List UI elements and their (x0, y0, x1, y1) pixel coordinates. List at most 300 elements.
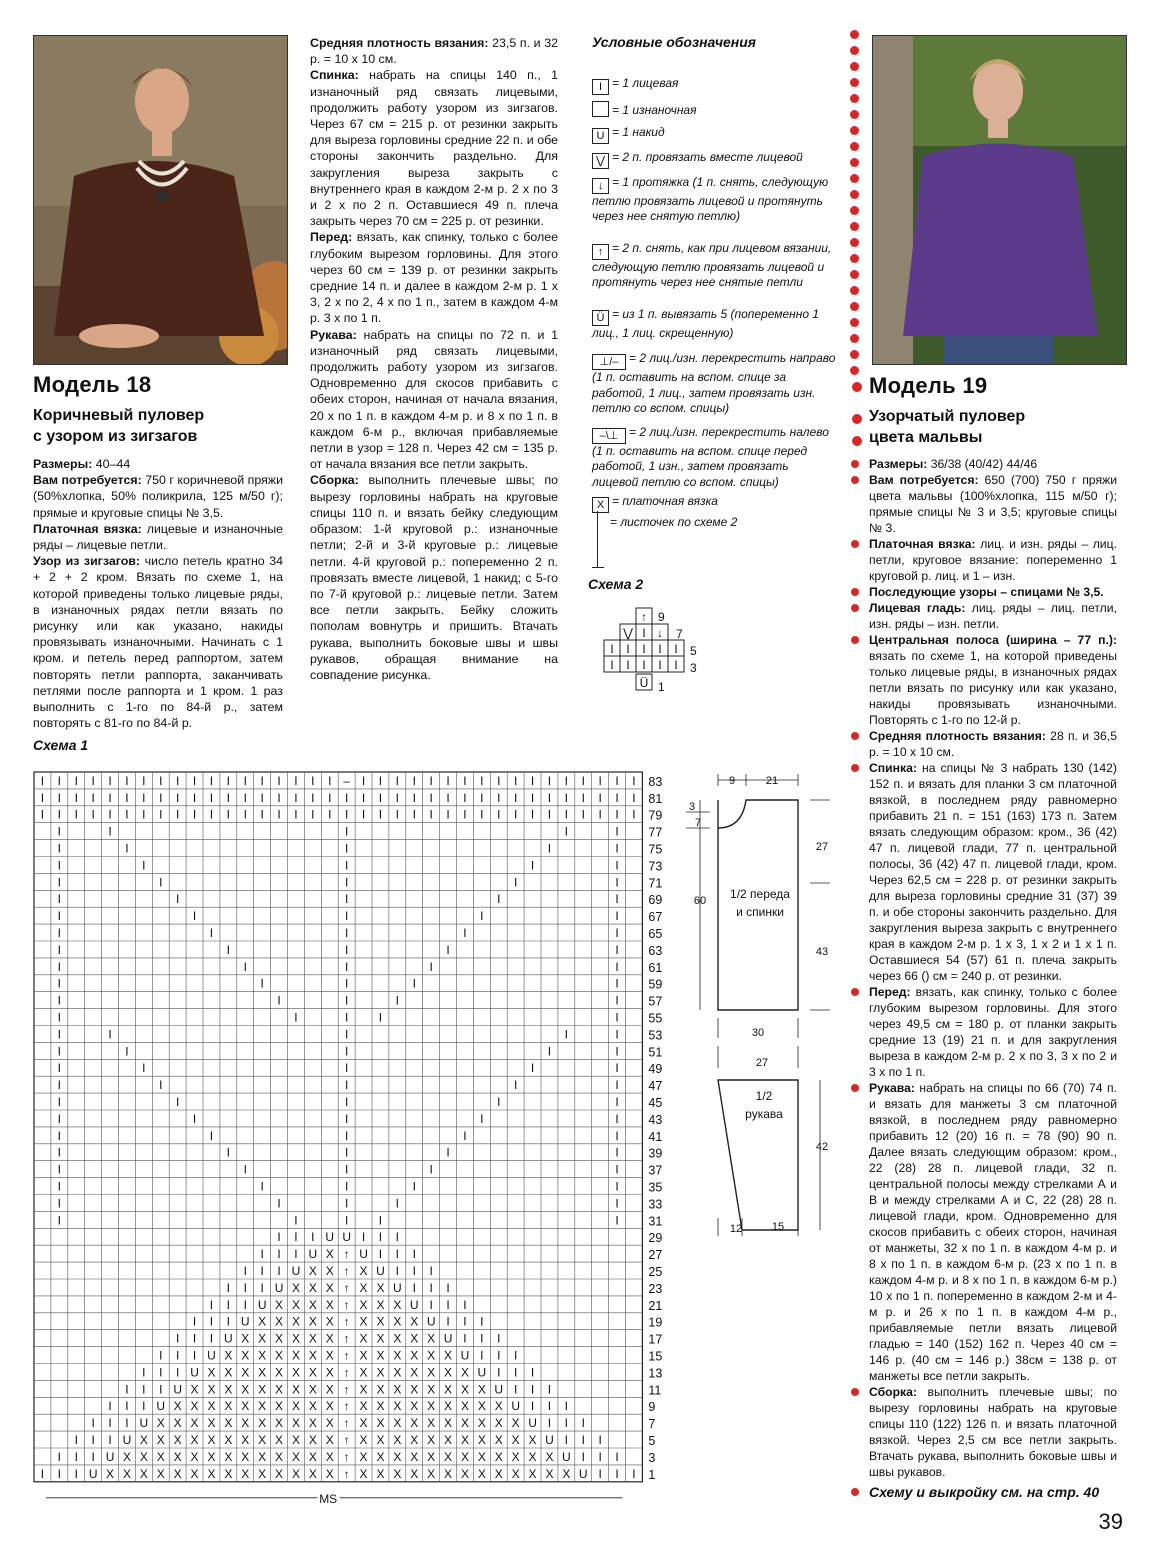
stitch-symbol: X (494, 1416, 503, 1431)
stitch-symbol: I (243, 773, 247, 788)
stitch-symbol: I (209, 790, 214, 805)
stitch-symbol: I (497, 1365, 501, 1380)
stitch-symbol: X (359, 1382, 368, 1397)
stitch-symbol: X (376, 1466, 385, 1481)
stitch-symbol: X (528, 1466, 537, 1481)
stitch-symbol: X (106, 1466, 115, 1481)
stitch-symbol: I (615, 858, 619, 873)
stitch-symbol: X (410, 1433, 419, 1447)
stitch-symbol: I (378, 1213, 383, 1228)
scheme1-row-number: 27 (648, 1248, 663, 1263)
purl-symbol-icon (592, 101, 609, 117)
stitch-symbol: X (325, 1314, 334, 1329)
page-number: 39 (1098, 1509, 1123, 1534)
stitch-symbol: I (91, 1416, 95, 1431)
stitch-symbol: I (243, 1264, 247, 1278)
stitch-symbol: X (241, 1416, 250, 1431)
stitch-symbol: X (444, 1399, 453, 1414)
dim-cuff-left: 12 (729, 1223, 743, 1235)
stitch-symbol: X (477, 1466, 486, 1481)
stitch-symbol: I (395, 993, 400, 1008)
stitch-symbol: I (361, 807, 366, 822)
stitch-symbol: X (427, 1466, 436, 1481)
stitch-symbol: X (308, 1399, 317, 1414)
stitch-symbol: I (192, 807, 197, 822)
stitch-symbol: I (615, 1027, 619, 1042)
ssk-symbol-icon: ↓ (592, 178, 609, 194)
sizes-value: 36/38 (40/42) 44/46 (927, 457, 1038, 471)
svg-text:I: I (674, 658, 678, 672)
stitch-symbol: I (581, 1433, 585, 1447)
needs-value: 650 (700) 750 г пряжи цвета мальвы (100%хлопка, 115 м/50 г); прямые спицы № 3 и 3,5; круговые спицы № 3. (869, 473, 1118, 535)
stitch-symbol: X (190, 1449, 199, 1464)
stitch-symbol: I (57, 976, 62, 991)
scheme1-row-number: 79 (648, 808, 663, 823)
stitch-symbol: X (190, 1399, 199, 1414)
stitch-symbol: X (122, 1449, 131, 1464)
stitch-symbol: X (393, 1314, 402, 1329)
stitch-symbol: I (260, 976, 264, 991)
stst-value: лиц. ряды – лиц. петли, изн. ряды – изн. петли. (869, 601, 1117, 631)
bullet-dot-icon (851, 636, 859, 644)
scheme1-row-number: 39 (648, 1146, 663, 1161)
density-value: 28 п. и 36,5 р. = 10 х 10 см. (869, 729, 1117, 759)
stitch-symbol: I (328, 807, 332, 822)
stitch-symbol: X (291, 1449, 300, 1464)
stitch-symbol: X (359, 1365, 368, 1380)
scheme1-row-number: 33 (648, 1197, 663, 1212)
svg-text:I: I (642, 626, 646, 640)
model18-title: Модель 18 (33, 372, 152, 397)
sizes-value: 40–44 (92, 457, 131, 471)
stitch-symbol: X (275, 1433, 284, 1447)
scheme1-row-number: 51 (648, 1045, 663, 1060)
stitch-symbol: I (260, 807, 264, 822)
stitch-symbol: X (427, 1365, 436, 1380)
stitch-symbol: I (615, 993, 619, 1008)
stitch-symbol: X (241, 1382, 250, 1397)
decorative-dot-icon (850, 302, 859, 311)
stitch-symbol: X (258, 1331, 267, 1346)
decorative-dot-icon (850, 366, 859, 375)
model19-text (869, 456, 1117, 1501)
yarn-over-symbol-icon: U (592, 128, 609, 144)
stitch-symbol: X (258, 1348, 267, 1363)
scheme1-row-number: 19 (648, 1315, 663, 1330)
stitch-symbol: I (311, 773, 315, 788)
stitch-symbol: U (88, 1466, 98, 1481)
scheme1-row-number: 29 (648, 1231, 663, 1246)
stitch-symbol: I (463, 1297, 467, 1312)
stitch-symbol: I (159, 1365, 163, 1380)
decorative-dot-icon (850, 142, 859, 151)
stitch-symbol: X (224, 1449, 233, 1464)
stitch-symbol: I (615, 1128, 619, 1143)
stitch-symbol: I (598, 1433, 602, 1447)
stitch-symbol: X (173, 1399, 182, 1414)
stitch-symbol: I (395, 1264, 400, 1278)
stitch-symbol: I (429, 790, 433, 805)
stitch-symbol: X (258, 1416, 267, 1431)
stitch-symbol: U (562, 1449, 571, 1464)
bullet-dot-icon (852, 414, 862, 424)
stitch-symbol: X (376, 1331, 385, 1346)
scheme1-row-number: 5 (648, 1434, 656, 1448)
decorative-dot-icon (850, 190, 859, 199)
scheme2-row-label: 9 (658, 610, 665, 624)
stitch-symbol: X (291, 1331, 300, 1346)
stitch-symbol: I (57, 790, 62, 805)
stitch-symbol: I (344, 942, 349, 957)
stitch-symbol: I (412, 1280, 416, 1295)
stitch-symbol: I (530, 1365, 535, 1380)
stitch-symbol: X (444, 1449, 453, 1464)
stitch-symbol: I (57, 1145, 62, 1160)
decorative-dot-icon (850, 62, 859, 71)
stitch-symbol: X (291, 1297, 300, 1312)
bullet-dot-icon (851, 1488, 859, 1496)
stitch-symbol: X (275, 1399, 284, 1414)
stitch-symbol: I (74, 1449, 78, 1464)
density-label: Средняя плотность вязания: (310, 36, 489, 50)
stitch-symbol: I (547, 1399, 552, 1414)
bullet-dot-icon (851, 540, 859, 548)
stitch-symbol: I (344, 858, 349, 873)
stitch-symbol: X (511, 1449, 520, 1464)
stitch-symbol: X (325, 1280, 334, 1295)
stitch-symbol: I (260, 773, 264, 788)
stitch-symbol: X (275, 1449, 284, 1464)
stitch-symbol: U (393, 1280, 402, 1295)
stitch-symbol: I (547, 841, 552, 856)
dim-side-height: 43 (815, 946, 829, 958)
scheme1-row-number: 15 (648, 1349, 663, 1364)
stitch-symbol: X (444, 1348, 453, 1363)
stitch-symbol: X (241, 1365, 250, 1380)
stitch-symbol: ↑ (343, 1399, 350, 1414)
stitch-symbol: I (547, 773, 552, 788)
cross-left-symbol-icon: –\⊥ (592, 428, 626, 444)
stitch-symbol: X (258, 1399, 267, 1414)
stitch-symbol: I (125, 1382, 129, 1397)
stitch-symbol: U (105, 1449, 115, 1464)
stitch-symbol: I (615, 1061, 619, 1076)
stitch-symbol: I (260, 790, 264, 805)
stitch-symbol: I (108, 773, 112, 788)
stitch-symbol: X (393, 1297, 402, 1312)
stitch-symbol: U (528, 1416, 537, 1431)
decorative-dot-icon (850, 78, 859, 87)
legend-item: X = платочная вязка (592, 494, 837, 513)
stitch-symbol: I (226, 790, 231, 805)
scheme2-title: Схема 2 (588, 576, 644, 592)
stitch-symbol: X (258, 1433, 267, 1447)
stitch-symbol: X (308, 1433, 317, 1447)
stitch-symbol: I (344, 1061, 349, 1076)
dim-shoulder-width: 21 (765, 775, 779, 787)
stitch-symbol: I (57, 1111, 62, 1126)
scheme1-row-number: 17 (648, 1332, 663, 1347)
needs-label: Вам потребуется: (33, 473, 142, 488)
stitch-symbol: X (207, 1399, 216, 1414)
decorative-dot-icon (850, 350, 859, 359)
stitch-symbol: X (291, 1348, 300, 1363)
decorative-dot-icon (850, 30, 859, 39)
strip-value: вязать по схеме 1, на которой приведены только лицевые ряды, в изнаночных рядах петли вязать по рисунку или как указано, накиды провязывать изнаночными. Повторять с 1-го по 12-й р. (869, 649, 1117, 727)
stitch-symbol: ↑ (343, 1348, 350, 1363)
garter-label: Платочная вязка: (869, 537, 976, 551)
stitch-symbol: X (410, 1399, 419, 1414)
svg-text:I: I (658, 658, 662, 672)
stitch-symbol: I (243, 790, 247, 805)
scheme1-center-label: MS (319, 1491, 338, 1506)
stitch-symbol: ↑ (343, 1247, 350, 1262)
bullet-dot-icon (851, 476, 859, 484)
scheme1-row-number: 81 (648, 791, 663, 806)
scheme1-row-number: 67 (648, 910, 663, 925)
stitch-symbol: I (142, 773, 146, 788)
legend-item: = 1 изнаночная (592, 101, 837, 119)
stitch-symbol: I (40, 1466, 45, 1481)
stitch-symbol: X (224, 1382, 233, 1397)
stitch-symbol: I (463, 807, 467, 822)
stitch-symbol: I (615, 1196, 619, 1211)
stitch-symbol: I (547, 807, 552, 822)
stitch-symbol: X (393, 1331, 402, 1346)
stitch-symbol: X (258, 1365, 267, 1380)
stitch-symbol: I (463, 1331, 467, 1346)
stitch-symbol: I (226, 1145, 231, 1160)
stitch-symbol: U (443, 1331, 453, 1346)
stitch-symbol: X (190, 1466, 199, 1481)
stitch-symbol: I (344, 1078, 349, 1093)
stitch-symbol: X (393, 1466, 402, 1481)
stitch-symbol: X (494, 1433, 503, 1447)
stitch-symbol: I (615, 959, 619, 974)
stitch-symbol: X (410, 1382, 419, 1397)
decorative-dot-column (846, 30, 862, 380)
stitch-symbol: I (564, 1433, 569, 1447)
stitch-symbol: ↑ (343, 1331, 350, 1346)
legend-item: Ü = из 1 п. вывязать 5 (попеременно 1 лиц., 1 лиц. скрещенную) (592, 306, 820, 340)
stitch-symbol: X (325, 1348, 334, 1363)
stitch-symbol: I (108, 824, 112, 839)
scheme2-chart (596, 604, 706, 699)
stitch-symbol: I (463, 773, 467, 788)
stitch-symbol: X (477, 1416, 486, 1431)
stitch-symbol: ↑ (343, 1416, 350, 1431)
stitch-symbol: I (615, 790, 619, 805)
stitch-symbol: I (530, 790, 535, 805)
stitch-symbol: I (344, 875, 349, 890)
stitch-symbol: I (175, 807, 180, 822)
stitch-symbol: I (395, 1196, 400, 1211)
stitch-symbol: I (530, 773, 535, 788)
stitch-symbol: X (308, 1297, 317, 1312)
stitch-symbol: X (511, 1466, 520, 1481)
stitch-symbol: X (410, 1348, 419, 1363)
scheme2-row-label: 3 (690, 661, 697, 675)
stitch-symbol: X (308, 1331, 317, 1346)
scheme1-row-number: 23 (648, 1281, 663, 1296)
stitch-symbol: X (325, 1264, 334, 1278)
assembly-label: Сборка: (869, 1385, 917, 1399)
stitch-symbol: I (615, 1179, 619, 1194)
knit-symbol-icon: I (592, 79, 609, 95)
stitch-symbol: I (57, 892, 62, 907)
stitch-symbol: X (275, 1331, 284, 1346)
stitch-symbol: I (192, 773, 197, 788)
stitch-symbol: I (74, 807, 78, 822)
stitch-symbol: I (57, 1213, 62, 1228)
stitch-symbol: X (258, 1449, 267, 1464)
stitch-symbol: I (497, 790, 501, 805)
stitch-symbol: X (393, 1365, 402, 1380)
sk2p-symbol-icon: ↑ (592, 244, 609, 260)
stitch-symbol: I (615, 807, 619, 822)
stitch-symbol: I (209, 1128, 214, 1143)
stitch-symbol: X (376, 1297, 385, 1312)
stitch-symbol: X (275, 1382, 284, 1397)
stitch-symbol: X (224, 1365, 233, 1380)
stitch-symbol: I (615, 875, 619, 890)
decorative-dot-icon (850, 94, 859, 103)
stitch-symbol: I (159, 875, 163, 890)
svg-text:I: I (626, 642, 630, 656)
stitch-symbol: U (477, 1365, 487, 1380)
svg-text:⋁: ⋁ (623, 626, 633, 640)
stitch-symbol: X (410, 1331, 419, 1346)
stitch-symbol: I (277, 790, 281, 805)
stitch-symbol: I (463, 1314, 467, 1329)
stitch-symbol: I (226, 773, 231, 788)
stitch-symbol: I (142, 858, 146, 873)
svg-text:I: I (610, 642, 614, 656)
decorative-dot-icon (850, 334, 859, 343)
stitch-symbol: I (159, 807, 163, 822)
stitch-symbol: X (224, 1416, 233, 1431)
stitch-symbol: X (241, 1399, 250, 1414)
stitch-symbol: I (192, 909, 197, 924)
stitch-symbol: X (325, 1297, 334, 1312)
stitch-symbol: I (192, 790, 197, 805)
stitch-symbol: I (311, 790, 315, 805)
stitch-symbol: X (359, 1348, 368, 1363)
front-label: Перед: (869, 985, 911, 999)
dim-neck-depth-back: 3 (688, 801, 696, 813)
sleeve-piece-label-2: рукава (745, 1107, 783, 1121)
stitch-symbol: I (294, 1247, 298, 1262)
stitch-symbol: X (410, 1449, 419, 1464)
stitch-symbol: I (57, 875, 62, 890)
scheme1-row-number: 7 (648, 1417, 656, 1432)
stitch-symbol: I (125, 790, 129, 805)
stitch-symbol: I (40, 773, 45, 788)
stitch-symbol: I (344, 1128, 349, 1143)
stitch-symbol: X (410, 1365, 419, 1380)
bullet-dot-icon (851, 764, 859, 772)
stitch-symbol: I (311, 807, 315, 822)
dim-neck-depth-front: 7 (694, 817, 702, 829)
stitch-symbol: I (344, 841, 349, 856)
stitch-symbol: X (477, 1433, 486, 1447)
stitch-symbol: I (564, 824, 569, 839)
stitch-symbol: X (545, 1466, 554, 1481)
stitch-symbol: X (359, 1297, 368, 1312)
dim-cuff-right: 15 (771, 1221, 785, 1233)
stitch-symbol: I (260, 1179, 264, 1194)
stitch-symbol: X (427, 1331, 436, 1346)
stitch-symbol: I (294, 1230, 298, 1245)
stitch-symbol: I (226, 942, 231, 957)
stitch-symbol: I (480, 773, 484, 788)
stitch-symbol: U (274, 1280, 284, 1295)
stitch-symbol: X (308, 1466, 317, 1481)
stitch-symbol: I (142, 1061, 146, 1076)
stitch-symbol: U (409, 1297, 419, 1312)
stitch-symbol: X (359, 1314, 368, 1329)
stitch-symbol: X (427, 1433, 436, 1447)
stitch-symbol: I (378, 807, 383, 822)
stitch-symbol: X (173, 1433, 182, 1447)
scheme1-row-number: 47 (648, 1079, 663, 1094)
stitch-symbol: X (291, 1280, 300, 1295)
stitch-symbol: I (480, 1331, 484, 1346)
garter-symbol-icon: X (592, 497, 609, 513)
stitch-symbol: I (108, 1433, 112, 1447)
stitch-symbol: U (173, 1382, 182, 1397)
bullet-dot-icon (851, 1084, 859, 1092)
scheme1-row-number: 21 (648, 1298, 663, 1313)
stitch-symbol: I (395, 790, 400, 805)
stitch-symbol: X (393, 1399, 402, 1414)
stitch-symbol: I (412, 807, 416, 822)
stitch-symbol: X (494, 1449, 503, 1464)
stitch-symbol: X (291, 1382, 300, 1397)
scheme1-row-number: 83 (648, 774, 663, 789)
stitch-symbol: ↑ (343, 1264, 350, 1278)
stitch-symbol: I (91, 773, 95, 788)
garter-value: лицевые и изнаночные ряды – лицевые петли. (33, 521, 283, 553)
stitch-symbol: X (291, 1466, 300, 1481)
stitch-symbol: I (564, 1399, 569, 1414)
stitch-symbol: I (277, 1264, 281, 1278)
stitch-symbol: I (513, 773, 518, 788)
stitch-symbol: I (412, 1179, 416, 1194)
stitch-symbol: X (241, 1433, 250, 1447)
stitch-symbol: I (480, 909, 484, 924)
back-value: на спицы № 3 набрать 130 (142) 152 п. и вязать для планки 3 см платочной вязкой, в последнем ряду равномерно прибавить 21 п. = 151 (163) 173 п. Затем вязать следующим образом: кром., 36 (42) 47 п. лицевой глади, 77 п. центральной полосы, 36 (42) 47 п. лицевой глади, кром. Через 62,5 см = 228 р. от резинки закрыть для выреза горловины средние 31 (37) 39 п. и обе стороны закончить раздельно. Для закругления выреза закрыть с внутреннего края в каждом 2-м р. 1 х 3, 1 х 2 и 1 х 1 п. Оставшиеся 54 (57) 61 п. плеча закрыть через 66 () см = 240 р. от резинки. (869, 761, 1117, 983)
stitch-symbol: X (410, 1314, 419, 1329)
scheme1-row-number: 25 (648, 1265, 663, 1279)
stitch-symbol: I (125, 841, 129, 856)
stitch-symbol: I (513, 1078, 518, 1093)
stitch-symbol: I (57, 1162, 62, 1177)
stitch-symbol: I (446, 1314, 450, 1329)
stitch-symbol: I (598, 807, 602, 822)
stitch-symbol: X (325, 1466, 334, 1481)
legend-item: U = 1 накид (592, 125, 837, 144)
stitch-symbol: I (243, 1297, 247, 1312)
sleeve-piece-label: 1/2 (755, 1089, 773, 1103)
stitch-symbol: I (277, 773, 281, 788)
stitch-symbol: I (277, 1247, 281, 1262)
sizes-label: Размеры: (33, 457, 93, 471)
stitch-symbol: I (344, 892, 349, 907)
stitch-symbol: I (344, 976, 349, 991)
stitch-symbol: I (497, 773, 501, 788)
stitch-symbol: I (446, 773, 450, 788)
